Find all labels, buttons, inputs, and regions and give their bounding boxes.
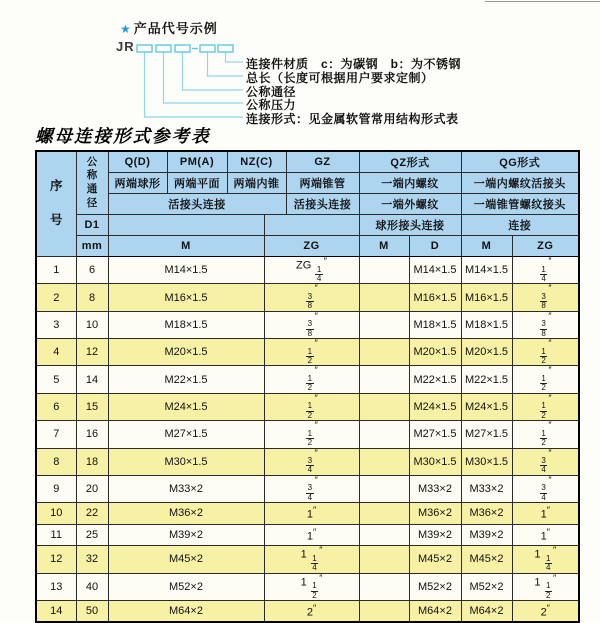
cell-qg_m: M16×1.5 — [461, 284, 512, 311]
subheader-qz-1: 一端内螺纹 — [359, 173, 461, 194]
cell-qg_m: M52×2 — [461, 573, 512, 600]
cell-qz_d: M52×2 — [409, 573, 461, 600]
cell-dn: 12 — [76, 339, 108, 366]
callout-label-material: 连接件材质 c：为碳钢 b：为不锈钢 — [246, 57, 462, 71]
cell-m: M18×1.5 — [108, 311, 264, 338]
cell-qz_m — [359, 257, 409, 284]
cell-qg_zg: 1 $\frac{1}{4}$ ″ — [512, 546, 579, 573]
subheader-gz: 两端锥管 — [286, 173, 359, 194]
cell-qz_d: M36×2 — [409, 503, 461, 525]
subheader-blank-1 — [108, 215, 264, 236]
cell-qz_m — [359, 475, 409, 502]
cell-qg_m: M36×2 — [461, 503, 512, 525]
cell-gz: $\frac{1}{2}$ ″ — [264, 421, 359, 448]
cell-qz_d: M16×1.5 — [409, 284, 461, 311]
cell-m: M22×1.5 — [108, 366, 264, 393]
table-row — [36, 311, 579, 338]
table-row — [36, 503, 579, 525]
cell-m: M33×2 — [108, 475, 264, 502]
cell-dn: 14 — [76, 366, 108, 393]
cell-gz: $\frac{1}{2}$ ″ — [264, 393, 359, 420]
cell-qg_m: M39×2 — [461, 524, 512, 546]
cell-qg_m: M20×1.5 — [461, 339, 512, 366]
cell-qz_d: M14×1.5 — [409, 257, 461, 284]
table-row — [36, 524, 579, 546]
star-icon: ★ — [120, 22, 132, 36]
cell-qg_zg: $\frac{1}{4}$ ″ — [512, 257, 579, 284]
table-row — [36, 573, 579, 600]
subheader-qz-2: 一端外螺纹 — [359, 194, 461, 215]
cell-qg_zg: 1 $\frac{1}{2}$ ″ — [512, 573, 579, 600]
cell-dn: 6 — [76, 257, 108, 284]
cell-m: M36×2 — [108, 503, 264, 525]
cell-qz_d: M22×1.5 — [409, 366, 461, 393]
cell-seq: 8 — [36, 448, 76, 475]
subheader-nz: 两端内锥 — [227, 173, 286, 194]
cell-seq: 2 — [36, 284, 76, 311]
cell-dn: 40 — [76, 573, 108, 600]
cell-qz_m — [359, 600, 409, 622]
nut-connection-table — [35, 150, 580, 623]
unit-m-qz: M — [359, 236, 409, 257]
cell-qg_m: M24×1.5 — [461, 393, 512, 420]
cell-m: M24×1.5 — [108, 393, 264, 420]
cell-qz_d: M24×1.5 — [409, 393, 461, 420]
cell-m: M64×2 — [108, 600, 264, 622]
cell-qg_m: M27×1.5 — [461, 421, 512, 448]
cell-qg_zg: $\frac{1}{2}$ ″ — [512, 339, 579, 366]
cell-qz_m — [359, 573, 409, 600]
code-field-boxes — [137, 45, 233, 52]
cell-qz_m — [359, 339, 409, 366]
subheader-q: 两端球形 — [108, 173, 167, 194]
cell-qg_m: M33×2 — [461, 475, 512, 502]
cell-gz: ZG $\frac{1}{4}$ ″ — [264, 257, 359, 284]
cell-qg_m: M30×1.5 — [461, 448, 512, 475]
cell-qz_m — [359, 524, 409, 546]
cell-qz_m — [359, 393, 409, 420]
unit-zg-qg: ZG — [512, 236, 579, 257]
subheader-blank-2 — [264, 215, 359, 236]
cell-seq: 13 — [36, 573, 76, 600]
cell-qg_zg: $\frac{3}{8}$ ″ — [512, 311, 579, 338]
cell-qg_zg: $\frac{1}{2}$ ″ — [512, 393, 579, 420]
table-row — [36, 448, 579, 475]
cell-qg_zg: $\frac{3}{8}$ ″ — [512, 284, 579, 311]
cell-qz_d: M30×1.5 — [409, 448, 461, 475]
unit-d-qz: D — [409, 236, 461, 257]
cell-gz: $\frac{1}{2}$ ″ — [264, 339, 359, 366]
cell-m: M14×1.5 — [108, 257, 264, 284]
cell-qg_zg: 1″ — [512, 503, 579, 525]
cell-qg_m: M14×1.5 — [461, 257, 512, 284]
cell-dn: 16 — [76, 421, 108, 448]
cell-qz_d: M64×2 — [409, 600, 461, 622]
cell-gz: 2″ — [264, 600, 359, 622]
col-header-qg: QG形式 — [461, 151, 579, 173]
header-row-3 — [36, 194, 579, 215]
header-row-4 — [36, 215, 579, 236]
cell-seq: 9 — [36, 475, 76, 502]
cell-dn: 25 — [76, 524, 108, 546]
table-row — [36, 600, 579, 622]
cell-qg_zg: $\frac{1}{2}$ ″ — [512, 421, 579, 448]
col-header-seq: 序号 — [36, 151, 76, 257]
callout-label-pressure: 公称压力 — [246, 98, 297, 112]
col-header-pm: PM(A) — [167, 151, 227, 173]
col-header-q: Q(D) — [108, 151, 167, 173]
cell-dn: 15 — [76, 393, 108, 420]
cell-qz_d: M45×2 — [409, 546, 461, 573]
cell-seq: 10 — [36, 503, 76, 525]
cell-qz_m — [359, 503, 409, 525]
cell-qg_m: M22×1.5 — [461, 366, 512, 393]
cell-seq: 5 — [36, 366, 76, 393]
table-row — [36, 475, 579, 502]
cell-m: M20×1.5 — [108, 339, 264, 366]
cell-qz_m — [359, 366, 409, 393]
col-header-nominal-diameter: 公称通径 — [76, 151, 108, 215]
unit-m-main: M — [108, 236, 264, 257]
callout-label-diameter: 公称通径 — [246, 85, 297, 99]
cell-dn: 32 — [76, 546, 108, 573]
unit-zg-gz: ZG — [264, 236, 359, 257]
cell-gz: 1″ — [264, 503, 359, 525]
col-header-qz: QZ形式 — [359, 151, 461, 173]
cell-gz: 1 $\frac{1}{4}$ ″ — [264, 546, 359, 573]
table-row — [36, 421, 579, 448]
subheader-qg-3: 连接 — [461, 215, 579, 236]
product-code-diagram — [0, 0, 600, 130]
cell-m: M52×2 — [108, 573, 264, 600]
cell-qg_zg: $\frac{1}{2}$ ″ — [512, 366, 579, 393]
cell-gz: 1″ — [264, 524, 359, 546]
table-row — [36, 366, 579, 393]
cell-qg_zg: $\frac{3}{4}$ ″ — [512, 448, 579, 475]
cell-qz_m — [359, 311, 409, 338]
callout-label-length: 总长（长度可根据用户要求定制） — [246, 71, 434, 85]
cell-m: M39×2 — [108, 524, 264, 546]
table-body — [36, 257, 579, 623]
cell-seq: 3 — [36, 311, 76, 338]
cell-qg_m: M64×2 — [461, 600, 512, 622]
table-row — [36, 393, 579, 420]
subheader-qz-3: 球形接头连接 — [359, 215, 461, 236]
cell-qz_m — [359, 448, 409, 475]
cell-seq: 12 — [36, 546, 76, 573]
cell-qz_m — [359, 421, 409, 448]
table-title: 螺母连接形式参考表 — [35, 127, 211, 147]
cell-m: M27×1.5 — [108, 421, 264, 448]
cell-qz_d: M33×2 — [409, 475, 461, 502]
cell-m: M30×1.5 — [108, 448, 264, 475]
cell-dn: 20 — [76, 475, 108, 502]
col-header-gz: GZ — [286, 151, 359, 173]
cell-m: M16×1.5 — [108, 284, 264, 311]
cell-gz: $\frac{3}{8}$ ″ — [264, 311, 359, 338]
cell-qg_m: M18×1.5 — [461, 311, 512, 338]
col-header-nz: NZ(C) — [227, 151, 286, 173]
subheader-union-joint: 活接头连接 — [108, 194, 286, 215]
diagram-title-text: 产品代号示例 — [133, 21, 218, 36]
cell-gz: $\frac{3}{4}$ ″ — [264, 475, 359, 502]
cell-seq: 6 — [36, 393, 76, 420]
cell-seq: 14 — [36, 600, 76, 622]
table-row — [36, 257, 579, 284]
cell-dn: 18 — [76, 448, 108, 475]
code-prefix: JR — [116, 39, 135, 54]
cell-gz: $\frac{3}{4}$ ″ — [264, 448, 359, 475]
cell-dn: 22 — [76, 503, 108, 525]
subheader-qg-1: 一端内螺纹活接头 — [461, 173, 579, 194]
unit-mm: mm — [76, 236, 108, 257]
subheader-d1: D1 — [76, 215, 108, 236]
cell-qg_m: M45×2 — [461, 546, 512, 573]
cell-dn: 10 — [76, 311, 108, 338]
subheader-pm: 两端平面 — [167, 173, 227, 194]
cell-seq: 1 — [36, 257, 76, 284]
cell-seq: 7 — [36, 421, 76, 448]
cell-dn: 8 — [76, 284, 108, 311]
cell-seq: 4 — [36, 339, 76, 366]
cell-dn: 50 — [76, 600, 108, 622]
header-row-1 — [36, 151, 579, 173]
cell-gz: $\frac{1}{2}$ ″ — [264, 366, 359, 393]
cell-qg_zg: 2″ — [512, 600, 579, 622]
cell-gz: $\frac{3}{8}$ ″ — [264, 284, 359, 311]
header-row-5 — [36, 236, 579, 257]
header-row-2 — [36, 173, 579, 194]
cell-m: M45×2 — [108, 546, 264, 573]
subheader-gz-union: 活接头连接 — [286, 194, 359, 215]
cell-qg_zg: $\frac{3}{4}$ ″ — [512, 475, 579, 502]
diagram-title — [120, 18, 218, 37]
cell-qz_d: M18×1.5 — [409, 311, 461, 338]
cell-gz: 1 $\frac{1}{2}$ ″ — [264, 573, 359, 600]
cell-qg_zg: 1″ — [512, 524, 579, 546]
subheader-qg-2: 一端锥管螺纹接头 — [461, 194, 579, 215]
cell-qz_d: M27×1.5 — [409, 421, 461, 448]
unit-m-qg: M — [461, 236, 512, 257]
table-row — [36, 339, 579, 366]
callout-label-connection: 连接形式：见金属软管常用结构形式表 — [246, 112, 459, 126]
cell-qz_d: M20×1.5 — [409, 339, 461, 366]
cell-qz_m — [359, 546, 409, 573]
cell-seq: 11 — [36, 524, 76, 546]
table-row — [36, 546, 579, 573]
table-row — [36, 284, 579, 311]
cell-qz_d: M39×2 — [409, 524, 461, 546]
cell-qz_m — [359, 284, 409, 311]
